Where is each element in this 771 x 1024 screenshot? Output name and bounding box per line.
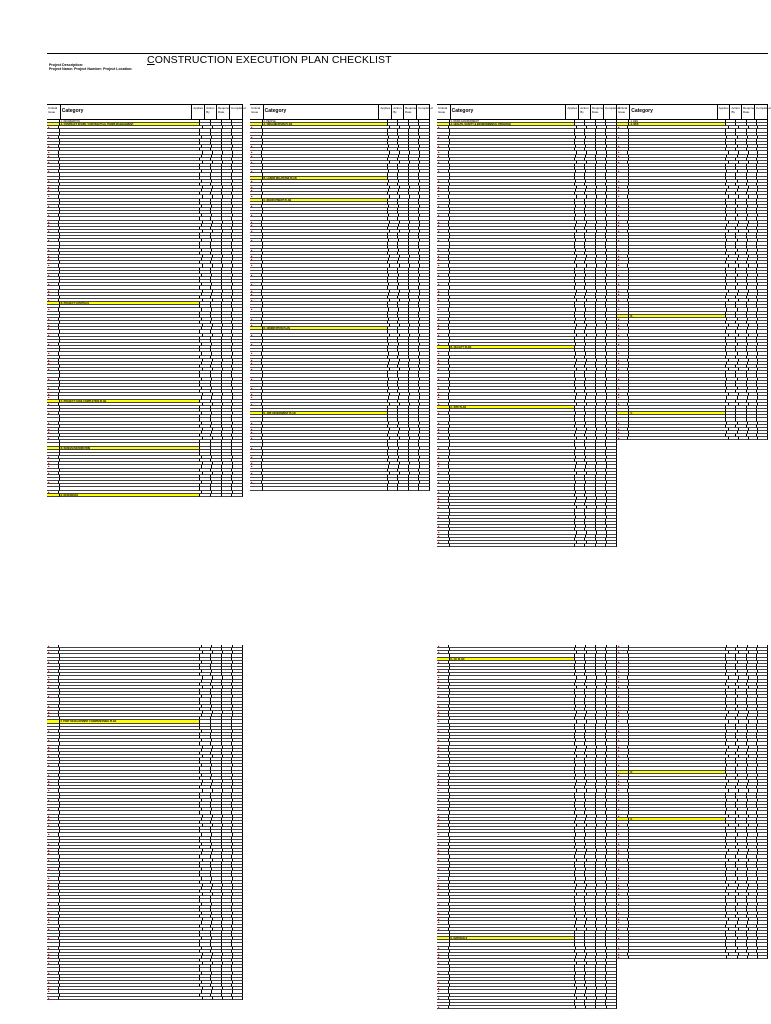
project-description-label: Project Description: [49, 63, 84, 67]
checklist-rows [437, 120, 617, 547]
category-cell: C. SITE PLAN [450, 406, 575, 409]
checkbox-cell[interactable] [576, 1006, 586, 1009]
column-panel-resources [617, 104, 771, 440]
checkbox-cell[interactable] [213, 997, 223, 1000]
checkbox-cell[interactable] [575, 544, 586, 547]
category-cell [449, 1006, 576, 1009]
category-cell: E. REFERENCE [60, 494, 201, 497]
category-cell: A. RES [629, 123, 725, 126]
checklist-rows [250, 120, 430, 491]
checkbox-cell[interactable] [606, 544, 617, 547]
column-header [437, 104, 620, 120]
action-by-header: Action By [392, 105, 404, 119]
category-cell [263, 487, 388, 490]
checkbox-cell[interactable] [596, 544, 607, 547]
checklist-rows [617, 120, 768, 440]
critical-issue-header: Critical Issue [617, 105, 630, 119]
category-cell: D. DESIGN INFORMATION [60, 447, 201, 450]
applies-header: Applies [718, 105, 731, 119]
checklist-row [617, 437, 768, 440]
completed-header: Completed [604, 105, 617, 119]
completed-header: Completed [755, 105, 768, 119]
checklist-rows [47, 120, 243, 497]
applies-header: Applies [379, 105, 392, 119]
column-header [47, 104, 246, 120]
checkbox-cell[interactable] [222, 494, 233, 497]
column-panel-work-environment [437, 104, 620, 547]
category-cell: C. RECRUITMENT PLAN [263, 199, 388, 202]
checkbox-cell[interactable] [758, 437, 768, 440]
category-header: Category [630, 105, 717, 119]
applies-header: Applies [566, 105, 579, 119]
category-header: Category [61, 105, 193, 119]
action-by-header: Action By [579, 105, 591, 119]
category-cell: B. LABOR RELATIONS PLAN [263, 177, 388, 180]
category-cell: F. POST DEVELOPMENT COMMISSIONING PLAN [60, 720, 201, 723]
project-info [49, 63, 132, 71]
critical-issue-cell [437, 1006, 449, 1009]
checklist-page-2 [47, 645, 768, 1024]
category-cell: B. QUALITY PLAN [450, 346, 575, 349]
checklist-rows [617, 645, 768, 959]
checkbox-cell[interactable] [749, 437, 759, 440]
checkbox-cell[interactable] [232, 494, 243, 497]
category-cell [59, 997, 203, 1000]
checklist-row [437, 1006, 617, 1009]
column-panel-bottom-right [617, 645, 768, 959]
column-header [617, 104, 771, 120]
critical-issue-cell [47, 997, 59, 1000]
category-cell: 4. RES [629, 120, 725, 123]
action-by-header: Action By [730, 105, 742, 119]
category-cell: E. MATERIALS [450, 937, 575, 940]
category-cell: C. [629, 412, 725, 415]
category-cell: A. ORGANIZATION PLAN [263, 123, 388, 126]
required-date-header: Required Date [404, 105, 417, 119]
category-cell: E. JOB ASSESSMENT PLAN [263, 412, 388, 415]
completed-header: Completed [417, 105, 430, 119]
critical-issue-header: Critical Issue [47, 105, 61, 119]
checkbox-cell[interactable] [388, 487, 399, 490]
checkbox-cell[interactable] [203, 997, 213, 1000]
checkbox-cell[interactable] [233, 997, 243, 1000]
critical-issue-header: Critical Issue [250, 105, 264, 119]
category-cell: A. HEALTH, SAFETY & ENVIRONMENTAL PROGRAM [450, 123, 575, 126]
checkbox-cell[interactable] [729, 437, 739, 440]
category-header: Category [264, 105, 380, 119]
category-cell: 3. WORK ENVIRONMENT [450, 120, 575, 123]
column-panel-people [250, 104, 433, 491]
checkbox-cell[interactable] [200, 494, 211, 497]
checkbox-cell[interactable] [607, 1006, 617, 1009]
column-panel-bottom-left [47, 645, 243, 1000]
critical-issue-cell [47, 494, 60, 497]
checklist-page-1 [47, 53, 771, 552]
checkbox-cell[interactable] [223, 997, 233, 1000]
required-date-header: Required Date [217, 105, 230, 119]
checklist-row [47, 997, 243, 1000]
checklist-rows [437, 645, 617, 1009]
checkbox-cell[interactable] [409, 487, 420, 490]
column-panel-bottom-middle [437, 645, 617, 1009]
critical-issue-cell [250, 487, 263, 490]
category-cell: 2. PEOPLE [263, 120, 388, 123]
completed-header: Completed [230, 105, 243, 119]
category-cell: D. QC PLAN [450, 658, 575, 661]
checkbox-cell[interactable] [398, 487, 409, 490]
checklist-row [437, 544, 617, 547]
column-header [250, 104, 433, 120]
category-cell [450, 544, 575, 547]
action-by-header: Action By [205, 105, 217, 119]
project-name-line: Project Name: Project Number: Project Location: [49, 67, 133, 72]
required-date-header: Required Date [591, 105, 604, 119]
category-header: Category [451, 105, 567, 119]
checkbox-cell[interactable] [739, 437, 749, 440]
checkbox-cell[interactable] [585, 544, 596, 547]
category-cell: B. PROJECT CONTROLS [60, 302, 201, 305]
category-cell: 1. INFORMATION [60, 120, 201, 123]
category-cell [628, 437, 729, 440]
checkbox-cell[interactable] [586, 1006, 596, 1009]
applies-header: Applies [192, 105, 205, 119]
checklist-rows [47, 645, 243, 1000]
checkbox-cell[interactable] [211, 494, 222, 497]
column-panel-information [47, 104, 246, 497]
critical-issue-cell [617, 437, 628, 440]
document-title: CONSTRUCTION EXECUTION PLAN CHECKLIST [147, 54, 392, 66]
required-date-header: Required Date [742, 105, 755, 119]
section-row [47, 494, 243, 497]
critical-issue-header: Critical Issue [437, 105, 451, 119]
checklist-row [250, 487, 430, 490]
checkbox-cell[interactable] [419, 487, 430, 490]
category-cell: B. [629, 315, 725, 318]
category-cell: C. PROJECT CODE COMPLETION PLAN [60, 400, 201, 403]
category-cell: D. ORIENTATION PLAN [263, 327, 388, 330]
checkbox-cell[interactable] [596, 1006, 606, 1009]
critical-issue-cell [437, 544, 450, 547]
category-cell: A. CONTRACT SCOPE / CONTRACTUAL TERMS MANAGEMENT [60, 123, 201, 126]
